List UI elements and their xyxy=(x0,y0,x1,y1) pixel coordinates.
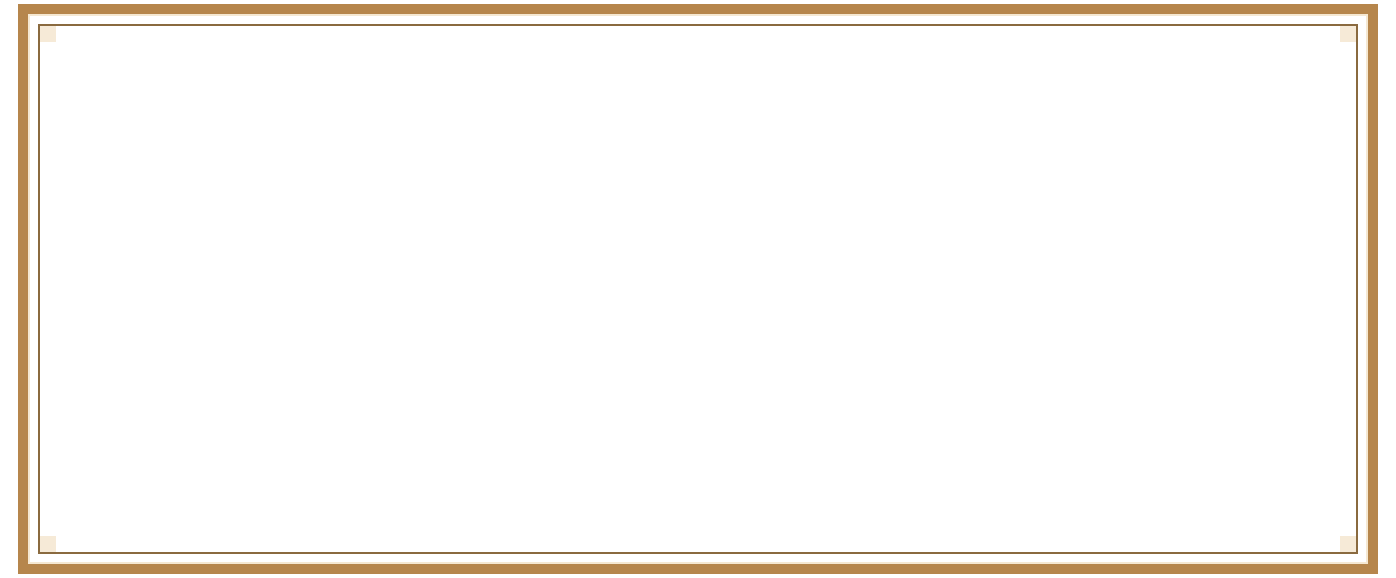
corner-ornament xyxy=(1340,536,1358,554)
corner-ornament xyxy=(38,24,56,42)
corner-ornament xyxy=(1340,24,1358,42)
notice-panel xyxy=(38,24,1358,554)
corner-ornament xyxy=(38,536,56,554)
notice-frame xyxy=(18,4,1378,574)
notice-body xyxy=(50,72,1346,496)
